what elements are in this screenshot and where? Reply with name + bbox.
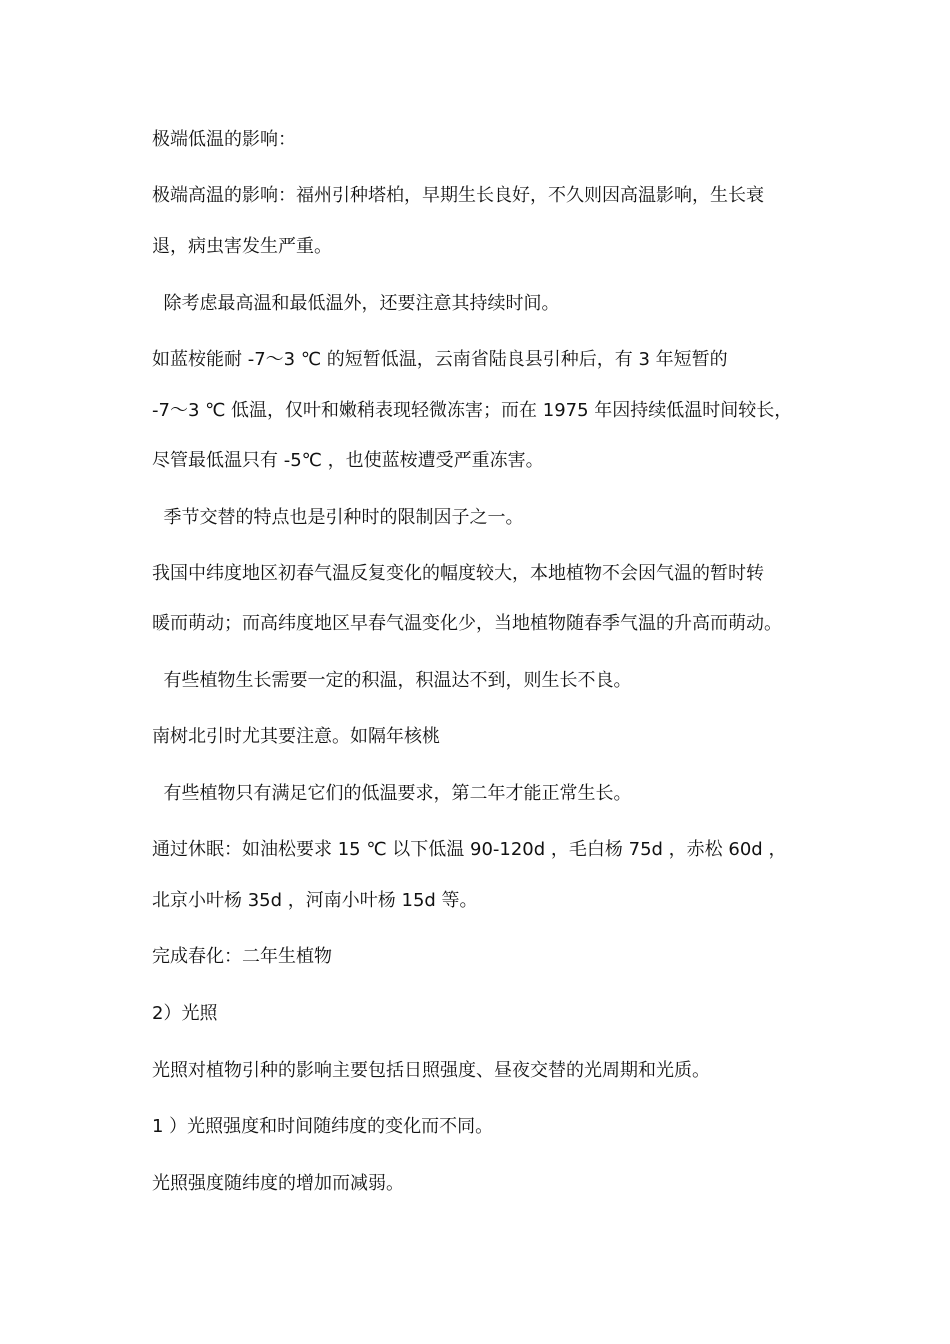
- text-line: 通过休眠：如油松要求 15 ℃ 以下低温 90-120d ，毛白杨 75d ，赤松 60d ，: [152, 839, 787, 860]
- text-line: 完成春化：二年生植物: [152, 946, 332, 967]
- text-line: 极端高温的影响：福州引种塔柏，早期生长良好，不久则因高温影响，生长衰: [152, 185, 764, 206]
- text-line: 光照强度随纬度的增加而减弱。: [152, 1173, 404, 1194]
- text-line: 尽管最低温只有 -5℃ ，也使蓝桉遭受严重冻害。: [152, 450, 544, 471]
- text-line: 我国中纬度地区初春气温反复变化的幅度较大，本地植物不会因气温的暂时转: [152, 563, 764, 584]
- text-line: 北京小叶杨 35d ，河南小叶杨 15d 等。: [152, 890, 478, 911]
- text-line: 暖而萌动；而高纬度地区早春气温变化少，当地植物随春季气温的升高而萌动。: [152, 613, 782, 634]
- text-line: 光照对植物引种的影响主要包括日照强度、昼夜交替的光周期和光质。: [152, 1060, 710, 1081]
- bullet-line: 有些植物生长需要一定的积温，积温达不到，则生长不良。: [152, 670, 632, 691]
- text-line: 南树北引时尤其要注意。如隔年核桃: [152, 726, 440, 747]
- text-line: 退，病虫害发生严重。: [152, 236, 332, 257]
- subsection-heading: 1 ）光照强度和时间随纬度的变化而不同。: [152, 1116, 494, 1137]
- section-heading: 2）光照: [152, 1003, 218, 1024]
- bullet-line: 有些植物只有满足它们的低温要求，第二年才能正常生长。: [152, 783, 632, 804]
- bullet-line: 季节交替的特点也是引种时的限制因子之一。: [152, 507, 524, 528]
- text-line: 如蓝桉能耐 -7～3 ℃ 的短暂低温，云南省陆良县引种后，有 3 年短暂的: [152, 349, 728, 370]
- text-line: 极端低温的影响：: [152, 129, 296, 150]
- text-line: -7～3 ℃ 低温，仅叶和嫩稍表现轻微冻害；而在 1975 年因持续低温时间较长，: [152, 400, 793, 421]
- bullet-line: 除考虑最高温和最低温外，还要注意其持续时间。: [152, 293, 560, 314]
